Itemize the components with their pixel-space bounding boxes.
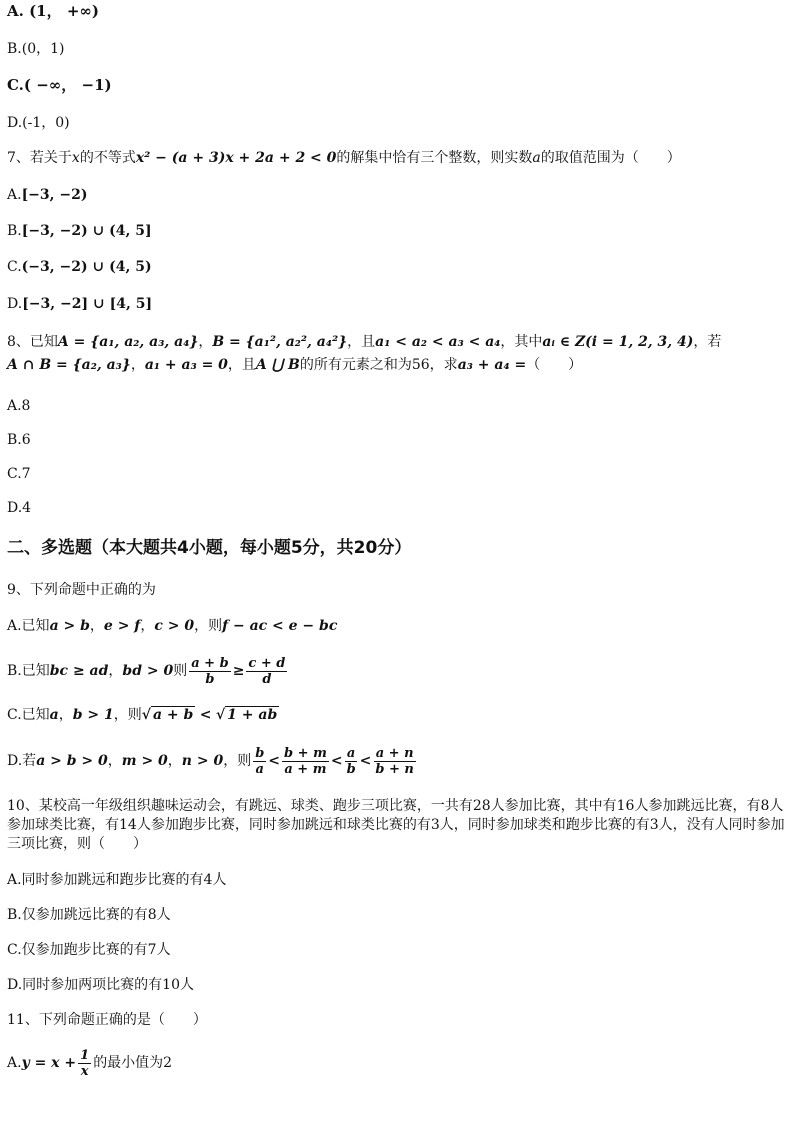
fraction: $\frac{c + d}{d}$ [248, 655, 286, 687]
q11-stem: 11、下列命题正确的是（ ） [7, 1012, 207, 1028]
q10-option-b: B.仅参加跳远比赛的有8人 [7, 907, 171, 923]
q8-stem-line1: 8、已知A = {a₁, a₂, a₃, a₄}，B = {a₁², a₂², a₄²}，且a₁ < a₂ < a₃ < a₄，其中aᵢ ∈ Z(i = 1, 2, 3, 4)，若 [7, 334, 722, 350]
fraction: $\frac{b}{a}$ [255, 745, 265, 777]
q10-option-a: A.同时参加跳远和跑步比赛的有4人 [7, 872, 227, 888]
q6-option-c: C.( −∞， −1) [7, 76, 112, 94]
q9-option-b: B.已知bc ≥ ad，bd > 0则 $\frac{a + b}{b}$ ≥ $\frac{c + d}{d}$ [7, 655, 286, 687]
q8-option-a: A.8 [7, 398, 31, 414]
q8-stem-line2: A ∩ B = {a₂, a₃}，a₁ + a₃ = 0，且A ⋃ B的所有元素之和为56，求a₃ + a₄ =（ ） [7, 357, 583, 373]
sqrt-expression: √ a + b [141, 707, 194, 723]
q6-option-a: A. (1， +∞) [7, 2, 99, 20]
fraction: $\frac{a + n}{b + n}$ [375, 745, 414, 777]
q10-option-d: D.同时参加两项比赛的有10人 [7, 977, 194, 993]
fraction: $\frac{1}{x}$ [80, 1047, 90, 1079]
q9-stem: 9、下列命题中正确的为 [7, 582, 156, 598]
q8-option-b: B.6 [7, 432, 31, 448]
fraction: $\frac{a}{b}$ [346, 745, 356, 777]
q7-option-a: A.[−3, −2) [7, 187, 88, 203]
q11-option-a: A.y = x + $\frac{1}{x}$ 的最小值为2 [7, 1047, 173, 1079]
q6-option-b: B.(0，1) [7, 41, 65, 57]
q8-option-d: D.4 [7, 500, 32, 516]
q7-option-d: D.[−3, −2] ∪ [4, 5] [7, 296, 153, 312]
q10-option-c: C.仅参加跑步比赛的有7人 [7, 942, 171, 958]
q8-option-c: C.7 [7, 466, 31, 482]
sqrt-expression: √ 1 + ab [215, 707, 278, 723]
fraction: $\frac{b + m}{a + m}$ [284, 745, 327, 777]
q9-option-d: D.若a > b > 0，m > 0，n > 0，则 $\frac{b}{a}$ < $\frac{b + m}{a + m}$ < $\frac{a}{b}$ < $\frac{a + n}{b + n}$ [7, 745, 414, 777]
q7-stem: 7、若关于x的不等式x² − (a + 3)x + 2a + 2 < 0的解集中恰有三个整数，则实数a的取值范围为（ ） [7, 150, 681, 166]
q9-option-a: A.已知a > b，e > f，c > 0，则f − ac < e − bc [7, 618, 338, 634]
q9-option-c: C.已知a，b > 1，则√ a + b < √ 1 + ab [7, 707, 278, 723]
q7-option-b: B.[−3, −2) ∪ (4, 5] [7, 223, 152, 239]
q6-option-d: D.(-1，0) [7, 115, 70, 131]
section-title-multiple-choice: 二、多选题（本大题共4小题，每小题5分，共20分） [7, 538, 412, 558]
fraction: $\frac{a + b}{b}$ [191, 655, 229, 687]
q10-stem: 10、某校高一年级组织趣味运动会，有跳远、球类、跑步三项比赛，一共有28人参加比赛，其中有16人参加跳远比赛，有8人参加球类比赛，有14人参加跑步比赛，同时参加跳远和球类比赛的有3人，同时参加球类和跑步比赛的有3人，没有人同时参加三项比赛，则（ ） [7, 798, 785, 852]
q7-option-c: C.(−3, −2) ∪ (4, 5) [7, 259, 152, 275]
